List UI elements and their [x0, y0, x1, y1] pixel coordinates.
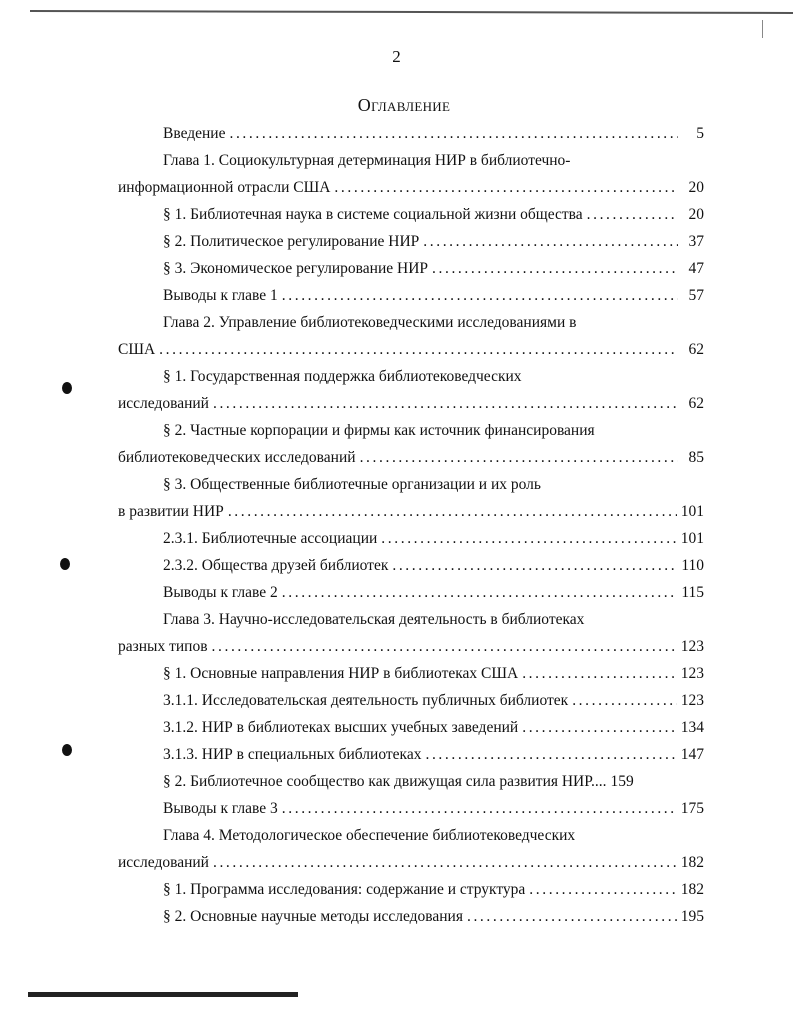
leader-dots	[212, 636, 677, 658]
toc-entry-1-2[interactable]: § 2. Политическое регулирование НИР ..... 37	[163, 231, 704, 253]
leader-dots	[529, 879, 676, 901]
punch-hole-icon	[62, 382, 72, 394]
toc-chapter-1[interactable]: информационной отрасли США ..... 20	[118, 177, 704, 199]
toc-entry-2-3-1[interactable]: 2.3.1. Библиотечные ассоциации ..... 101	[163, 528, 704, 550]
leader-dots	[423, 231, 678, 253]
leader-dots	[282, 798, 677, 820]
toc-title: Оглавление	[357, 95, 451, 115]
toc-entry-2-2-line1[interactable]: § 2. Частные корпорации и фирмы как источник финансирования	[163, 422, 595, 439]
leader-dots	[587, 204, 678, 226]
toc-entry-1-3[interactable]: § 3. Экономическое регулирование НИР ..... 47	[163, 258, 704, 280]
toc-entry-2-3-line1[interactable]: § 3. Общественные библиотечные организации и их роль	[163, 476, 541, 493]
toc-chapter-3[interactable]: разных типов ..... 123	[118, 636, 704, 658]
leader-dots	[282, 582, 678, 604]
toc-entry-intro[interactable]: Введение ..... 5	[163, 123, 704, 145]
toc-entry-2-conclusions[interactable]: Выводы к главе 2 ..... 115	[163, 582, 704, 604]
leader-dots	[522, 717, 677, 739]
toc-entry-3-1-3[interactable]: 3.1.3. НИР в специальных библиотеках ..... 147	[163, 744, 704, 766]
toc-chapter-1-line1[interactable]: Глава 1. Социокультурная детерминация НИР в библиотечно-	[163, 152, 571, 169]
toc-chapter-4[interactable]: исследований ..... 182	[118, 852, 704, 874]
leader-dots	[334, 177, 678, 199]
toc-entry-2-2[interactable]: библиотековедческих исследований ..... 85	[118, 447, 704, 469]
scan-edge-bottom	[28, 992, 298, 997]
scan-edge-top	[30, 10, 793, 14]
leader-dots	[467, 906, 677, 928]
toc-entry-2-1[interactable]: исследований ..... 62	[118, 393, 704, 415]
leader-dots	[392, 555, 677, 577]
leader-dots	[572, 690, 677, 712]
leader-dots	[282, 285, 678, 307]
toc-entry-2-1-line1[interactable]: § 1. Государственная поддержка библиотековедческих	[163, 368, 522, 385]
leader-dots	[425, 744, 676, 766]
toc-entry-3-2[interactable]: § 2. Библиотечное сообщество как движущая сила развития НИР.... 159	[163, 773, 634, 790]
scan-mark	[762, 20, 763, 38]
toc-entry-4-2[interactable]: § 2. Основные научные методы исследования ..... 195	[163, 906, 704, 928]
toc-entry-3-1[interactable]: § 1. Основные направления НИР в библиотеках США ..... 123	[163, 663, 704, 685]
punch-hole-icon	[60, 558, 70, 570]
leader-dots	[229, 123, 678, 145]
toc-entry-2-3[interactable]: в развитии НИР ..... 101	[118, 501, 704, 523]
leader-dots	[228, 501, 677, 523]
toc-entry-1-conclusions[interactable]: Выводы к главе 1 ..... 57	[163, 285, 704, 307]
toc-chapter-2-line1[interactable]: Глава 2. Управление библиотековедческими исследованиями в	[163, 314, 577, 331]
toc-entry-2-3-2[interactable]: 2.3.2. Общества друзей библиотек ..... 110	[163, 555, 704, 577]
toc-chapter-4-line1[interactable]: Глава 4. Методологическое обеспечение библиотековедческих	[163, 827, 576, 844]
toc-entry-4-1[interactable]: § 1. Программа исследования: содержание и структура ..... 182	[163, 879, 704, 901]
toc-entry-1-1[interactable]: § 1. Библиотечная наука в системе социальной жизни общества ..... 20	[163, 204, 704, 226]
toc-entry-3-1-1[interactable]: 3.1.1. Исследовательская деятельность публичных библиотек ..... 123	[163, 690, 704, 712]
leader-dots	[159, 339, 678, 361]
leader-dots	[213, 393, 678, 415]
toc-entry-3-conclusions[interactable]: Выводы к главе 3 ..... 175	[163, 798, 704, 820]
punch-hole-icon	[62, 744, 72, 756]
leader-dots	[432, 258, 678, 280]
leader-dots	[360, 447, 678, 469]
leader-dots	[381, 528, 676, 550]
leader-dots	[213, 852, 677, 874]
toc-chapter-3-line1[interactable]: Глава 3. Научно-исследовательская деятельность в библиотеках	[163, 611, 585, 628]
toc-chapter-2[interactable]: США ..... 62	[118, 339, 704, 361]
leader-dots	[522, 663, 677, 685]
page-number: 2	[392, 47, 401, 66]
toc-entry-3-1-2[interactable]: 3.1.2. НИР в библиотеках высших учебных заведений ..... 134	[163, 717, 704, 739]
